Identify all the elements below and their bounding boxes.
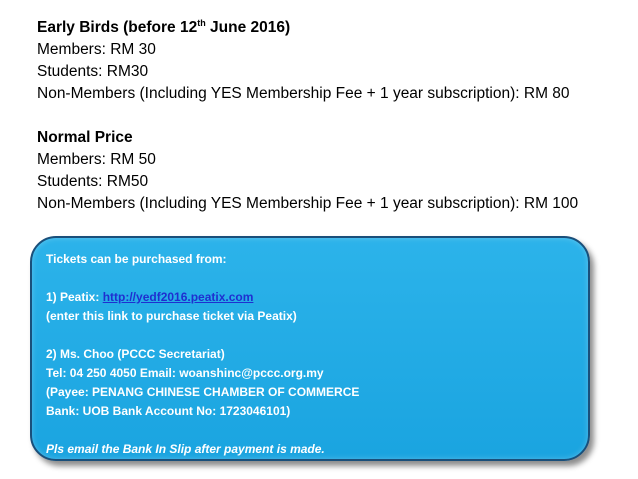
ticket-info-text [46, 250, 359, 459]
secretariat-option: 2) Ms. Choo (PCCC Secretariat) [46, 347, 225, 361]
early-birds-non-members-price: Non-Members (Including YES Membership Fee + 1 year subscription): RM 80 [37, 85, 570, 102]
peatix-note: (enter this link to purchase ticket via Peatix) [46, 309, 297, 323]
early-birds-members-price: Members: RM 30 [37, 41, 156, 58]
normal-members-price: Members: RM 50 [37, 151, 156, 168]
peatix-link[interactable]: http://yedf2016.peatix.com [102, 290, 254, 304]
tickets-intro: Tickets can be purchased from: [46, 252, 227, 266]
early-birds-students-price: Students: RM30 [37, 63, 149, 80]
section-spacer [37, 105, 617, 127]
peatix-label: 1) Peatix: [46, 290, 103, 304]
early-birds-heading [37, 17, 617, 39]
pricing-section [37, 17, 617, 215]
normal-price-heading: Normal Price [37, 129, 133, 146]
ticket-spacer [46, 269, 359, 288]
ticket-spacer [46, 326, 359, 345]
early-birds-heading-date: June 2016) [205, 19, 291, 36]
payee-info: (Payee: PENANG CHINESE CHAMBER OF COMMERCE [46, 385, 360, 399]
peatix-option [46, 288, 359, 307]
normal-students-price: Students: RM50 [37, 173, 149, 190]
bank-slip-note: Pls email the Bank In Slip after payment is made. [46, 442, 325, 456]
secretariat-contact: Tel: 04 250 4050 Email: woanshinc@pccc.org.my [46, 366, 324, 380]
normal-non-members-price: Non-Members (Including YES Membership Fee + 1 year subscription): RM 100 [37, 195, 579, 212]
early-birds-heading-text: Early Birds (before 12 [37, 19, 198, 36]
bank-info: Bank: UOB Bank Account No: 1723046101) [46, 404, 291, 418]
ticket-spacer [46, 421, 359, 440]
early-birds-heading-superscript: th [197, 17, 206, 28]
